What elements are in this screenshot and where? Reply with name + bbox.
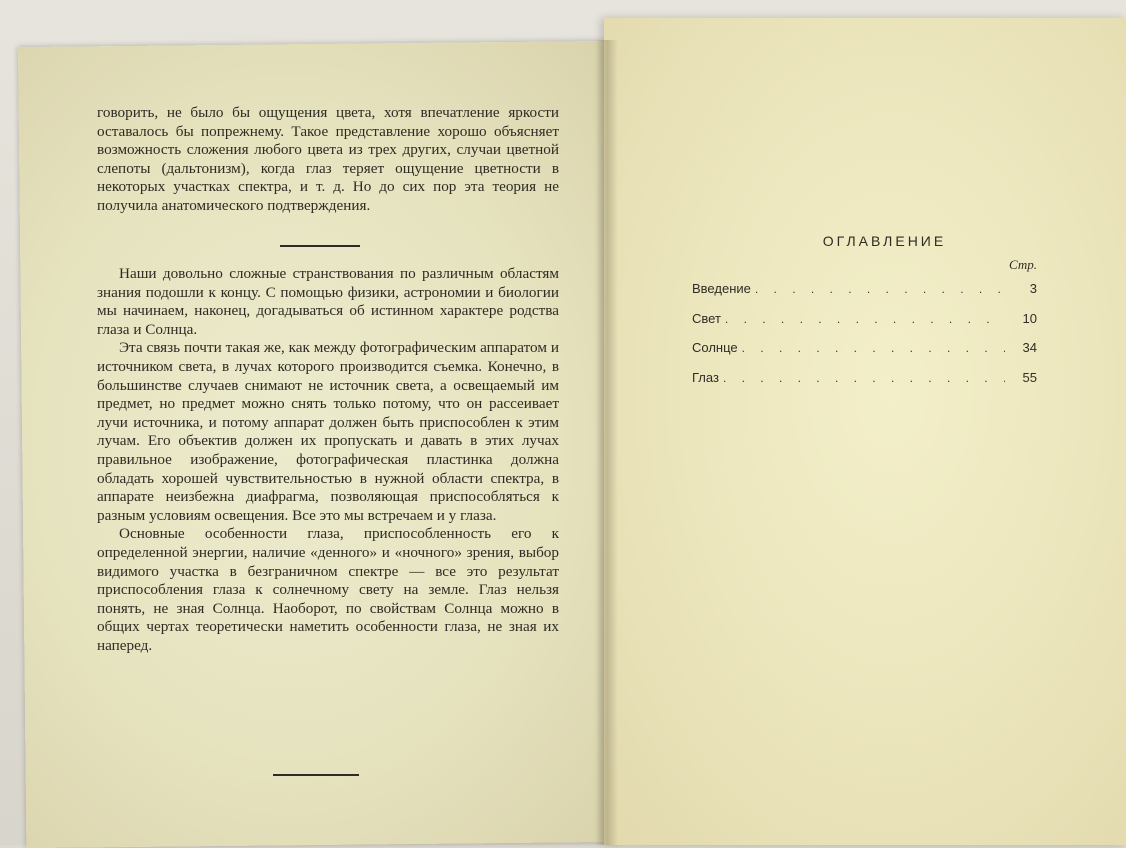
toc-entry [692,370,1037,400]
toc-entry-page: 34 [1022,340,1037,355]
toc-entry [692,281,1037,311]
toc-entry-page: 55 [1022,369,1037,385]
paragraph-3: Основные особенности глаза, приспособленность его к определенной энергии, наличие «денного» и «ночного» зрения, выбор видимого участка в безграничном спектре — все это результат приспособления глаза к солнечному свету на земле. Глаз нельзя понять, не зная Солнца. Наоборот, по свойствам Солнца можно в общих чертах теоретически наметить особенности глаза, не зная их наперед. [97,525,559,654]
right-page [604,18,1126,845]
paragraph-1: Наши довольно сложные странствования по различным областям знания подошли к концу. С помощью физики, астрономии и биологии мы начинаем, наконец, догадываться об истинном характере родства глаза и Солнца. [97,265,559,338]
section-divider-top [280,245,360,247]
table-of-contents [692,233,1037,399]
left-page-main-text [97,265,559,655]
toc-entry-page: 10 [1022,310,1037,326]
toc-entry-page: 3 [1029,281,1037,296]
toc-entry-title: Солнце [692,340,738,355]
left-page-top-text [97,104,559,216]
toc-entry-title: Глаз [692,369,719,385]
toc-page-column-label: Стр. [1009,257,1037,272]
toc-entry-title: Свет [692,310,721,326]
book-gutter [596,40,618,845]
paragraph-continuation: говорить, не было бы ощущения цвета, хотя впечатление яркости оставалось бы попрежнему. Такое представление хорошо объясняет возможность сложения любого цвета из трех других, случаи цветной слепоты (дальтонизм), когда глаз теряет ощущение цветности в некоторых участках спектра, и т. д. Но до сих пор эта теория не получила анатомического подтверждения. [97,104,559,214]
toc-entry [692,311,1037,341]
toc-leader-dots [742,341,1005,355]
toc-leader-dots [723,371,1005,385]
paragraph-2: Эта связь почти такая же, как между фотографическим аппаратом и источником света, в лучах которого производится съемка. Конечно, в большинстве случаев снимают не источник света, а освещаемый им предмет, но предмет можно снять только потому, что он рассеивает лучи источника, и потому аппарат должен быть приспособлен к этим лучам. Его объектив должен их пропускать и давать в этих лучах правильное изображение, фотографическая пластинка должна обладать хорошей чувствительностью в нужной области спектра, в аппарате неизбежна диафрагма, позволяющая приспособляться к разным условиям освещения. Все это мы встречаем и у глаза. [97,339,559,524]
section-divider-bottom [273,774,359,776]
toc-leader-dots [725,312,1005,326]
toc-leader-dots [755,282,1005,296]
toc-entry [692,340,1037,370]
toc-entry-title: Введение [692,281,751,296]
toc-heading: ОГЛАВЛЕНИЕ [822,233,947,249]
